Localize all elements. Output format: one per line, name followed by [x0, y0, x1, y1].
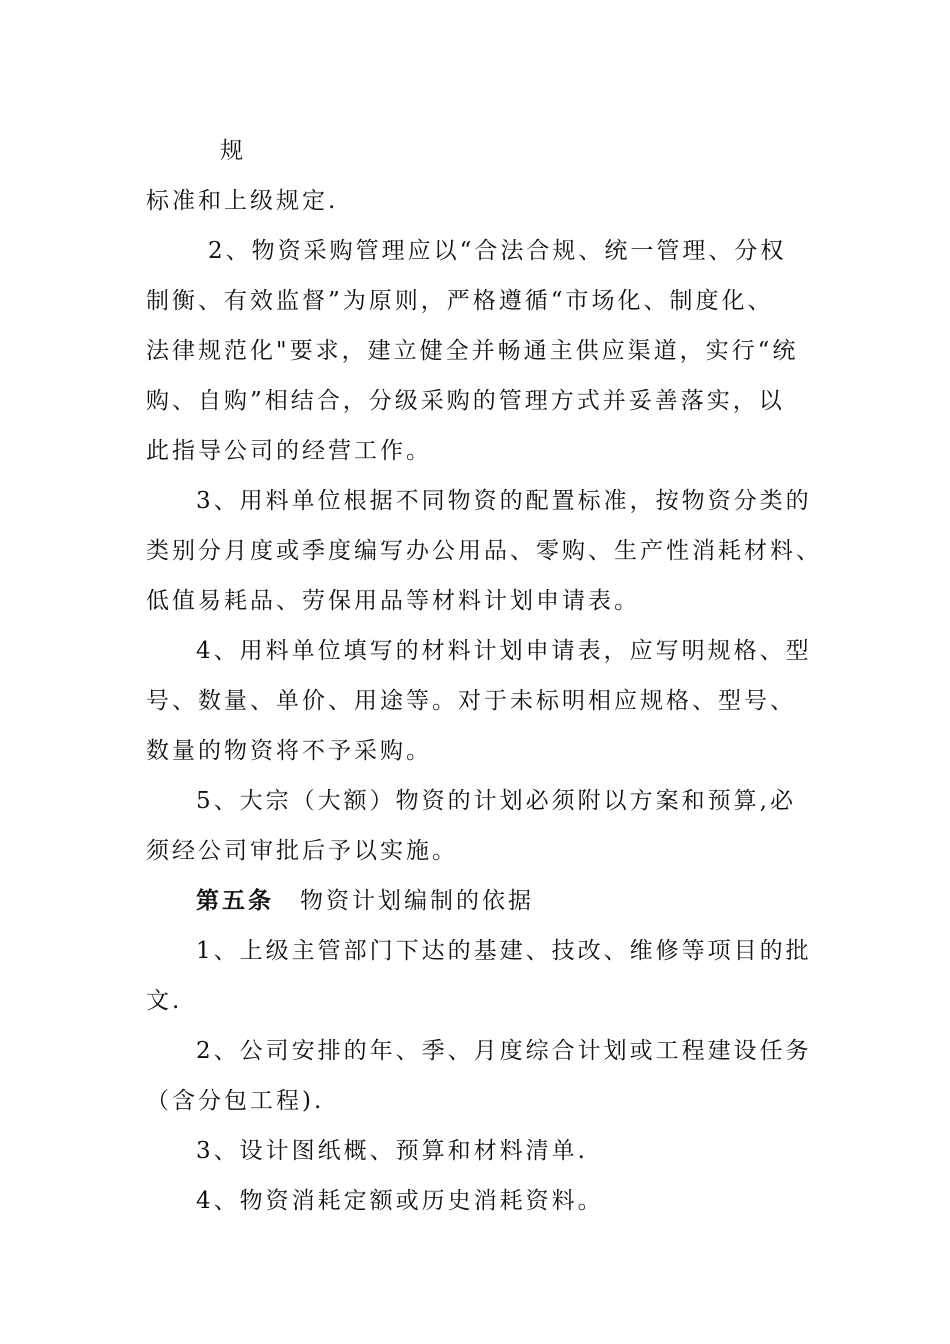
text-line: 3、用料单位根据不同物资的配置标准，按物资分类的 — [196, 488, 812, 514]
text-line: 类别分月度或季度编写办公用品、零购、生产性消耗材料、 — [146, 538, 822, 564]
text-line: 5、大宗（大额）物资的计划必须附以方案和预算,必 — [196, 788, 796, 814]
text-line: 2、物资采购管理应以“合法合规、统一管理、分权 — [208, 238, 787, 264]
text-line: 低值易耗品、劳保用品等材料计划申请表。 — [146, 588, 640, 614]
text-line: 号、数量、单价、用途等。对于未标明相应规格、型号、 — [146, 688, 796, 714]
text-line: 数量的物资将不予采购。 — [146, 738, 432, 764]
text-line: 此指导公司的经营工作。 — [146, 438, 432, 464]
text-line: （含分包工程). — [146, 1088, 325, 1114]
article-title: 物资计划编制的依据 — [300, 888, 534, 914]
text-line: 制衡、有效监督”为原则，严格遵循“市场化、制度化、 — [146, 288, 774, 314]
text-line: 3、设计图纸概、预算和材料清单. — [196, 1138, 588, 1164]
text-line: 购、自购”相结合，分级采购的管理方式并妥善落实，以 — [146, 388, 785, 414]
text-line: 文. — [146, 988, 183, 1014]
text-line: 2、公司安排的年、季、月度综合计划或工程建设任务 — [196, 1038, 812, 1064]
text-line: 4、物资消耗定额或历史消耗资料。 — [196, 1188, 604, 1214]
text-line: 4、用料单位填写的材料计划申请表，应写明规格、型 — [196, 638, 812, 664]
article-label: 第五条 — [196, 887, 274, 914]
text-line: 标准和上级规定. — [146, 188, 339, 214]
text-line: 须经公司审批后予以实施。 — [146, 838, 458, 864]
text-line: 法律规范化"要求，建立健全并畅通主供应渠道，实行“统 — [146, 338, 799, 364]
article-heading — [196, 886, 534, 916]
text-line: 1、上级主管部门下达的基建、技改、维修等项目的批 — [196, 938, 812, 964]
text-line: 规 — [220, 138, 246, 164]
